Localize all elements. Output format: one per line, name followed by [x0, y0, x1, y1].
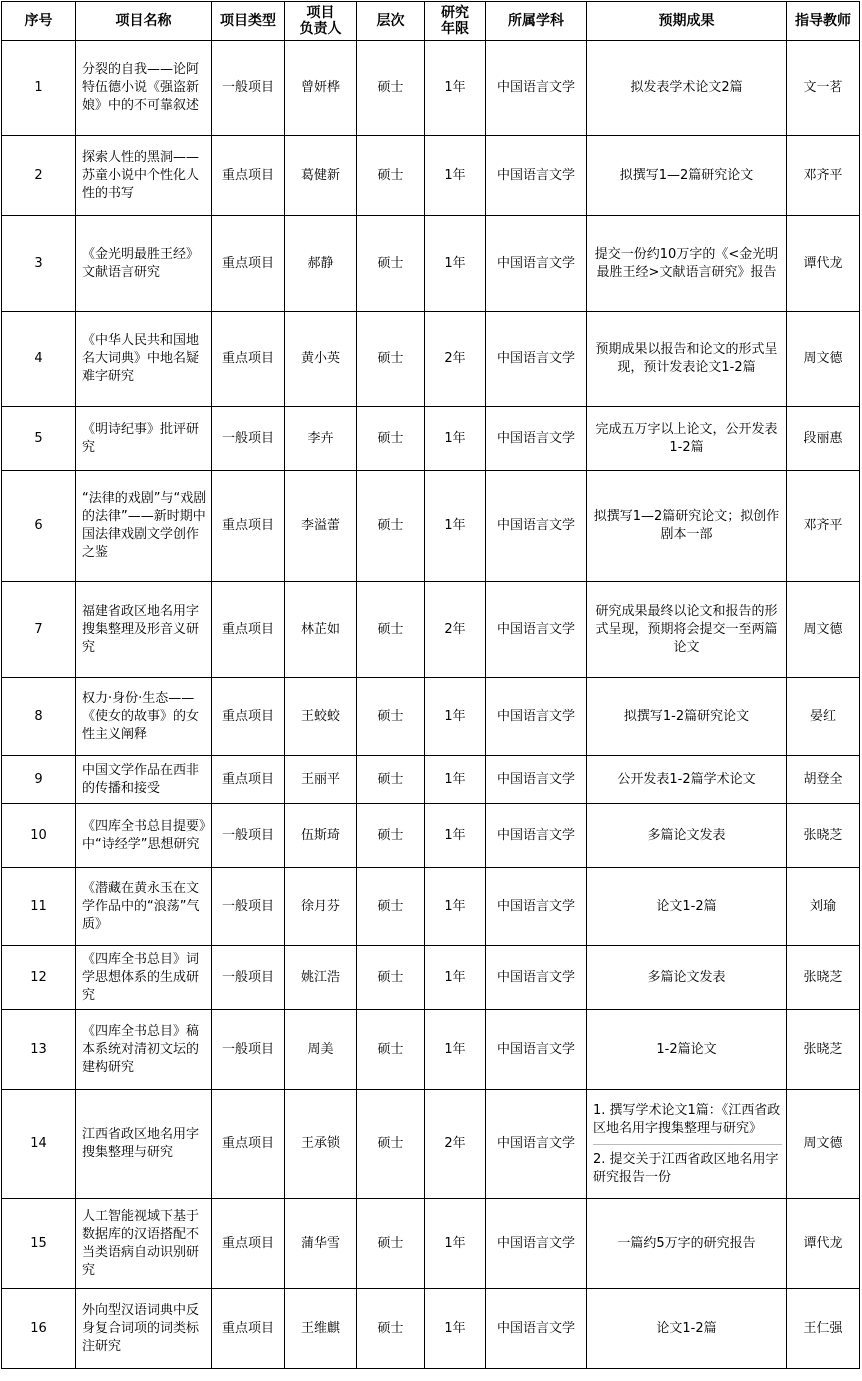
row-no: 13	[2, 1010, 76, 1090]
row-years: 1年	[425, 1010, 486, 1090]
outcome-item: 完成五万字以上论文，公开发表1-2篇	[595, 421, 778, 455]
outcome-item: 拟撰写1—2篇研究论文	[619, 167, 754, 183]
row-advisor: 段丽惠	[787, 407, 860, 471]
row-title: 探索人性的黑洞——苏童小说中个性化人性的书写	[76, 136, 212, 216]
table-row	[2, 756, 860, 804]
row-leader: 郝静	[285, 216, 357, 312]
header-years	[425, 2, 486, 41]
row-type: 重点项目	[212, 136, 285, 216]
row-leader: 王丽平	[285, 756, 357, 804]
row-years: 2年	[425, 1090, 486, 1199]
row-outcome	[587, 1090, 787, 1199]
header-leader-line1: 项目	[306, 5, 335, 21]
row-outcome	[587, 582, 787, 678]
row-level: 硕士	[357, 582, 425, 678]
row-no: 9	[2, 756, 76, 804]
row-title: 中国文学作品在西非的传播和接受	[76, 756, 212, 804]
row-type: 一般项目	[212, 804, 285, 868]
row-discipline: 中国语言文学	[486, 471, 587, 582]
row-no: 14	[2, 1090, 76, 1199]
row-no: 11	[2, 868, 76, 946]
row-type: 重点项目	[212, 1090, 285, 1199]
row-years: 1年	[425, 216, 486, 312]
row-years: 2年	[425, 582, 486, 678]
row-no: 10	[2, 804, 76, 868]
row-leader: 李卉	[285, 407, 357, 471]
row-leader: 伍斯琦	[285, 804, 357, 868]
table-row	[2, 1199, 860, 1289]
table-row	[2, 41, 860, 136]
row-discipline: 中国语言文学	[486, 1010, 587, 1090]
row-type: 重点项目	[212, 312, 285, 407]
row-outcome	[587, 1199, 787, 1289]
row-title: 《明诗纪事》批评研究	[76, 407, 212, 471]
table-row	[2, 582, 860, 678]
row-no: 5	[2, 407, 76, 471]
row-level: 硕士	[357, 312, 425, 407]
row-outcome	[587, 678, 787, 756]
row-years: 1年	[425, 756, 486, 804]
row-type: 一般项目	[212, 868, 285, 946]
row-title: 《四库全书总目》词学思想体系的生成研究	[76, 946, 212, 1010]
table-row	[2, 1289, 860, 1369]
table-row	[2, 1090, 860, 1199]
header-level: 层次	[357, 2, 425, 41]
row-years: 1年	[425, 41, 486, 136]
row-advisor: 邓齐平	[787, 471, 860, 582]
row-advisor: 文一茗	[787, 41, 860, 136]
row-advisor: 邓齐平	[787, 136, 860, 216]
row-leader: 李溢蕾	[285, 471, 357, 582]
outcome-item: 1-2篇论文	[656, 1041, 717, 1057]
row-leader: 徐月芬	[285, 868, 357, 946]
row-outcome	[587, 312, 787, 407]
row-discipline: 中国语言文学	[486, 407, 587, 471]
row-outcome	[587, 471, 787, 582]
row-discipline: 中国语言文学	[486, 756, 587, 804]
header-leader-line2: 负责人	[299, 21, 342, 37]
row-advisor: 晏红	[787, 678, 860, 756]
outcome-item: 公开发表1-2篇学术论文	[617, 771, 756, 787]
row-outcome	[587, 1010, 787, 1090]
row-level: 硕士	[357, 756, 425, 804]
outcome-item: 拟发表学术论文2篇	[630, 80, 743, 95]
row-title: 权力·身份·生态——《使女的故事》的女性主义阐释	[76, 678, 212, 756]
row-no: 16	[2, 1289, 76, 1369]
row-years: 1年	[425, 407, 486, 471]
table-row	[2, 471, 860, 582]
row-type: 重点项目	[212, 216, 285, 312]
row-discipline: 中国语言文学	[486, 41, 587, 136]
row-discipline: 中国语言文学	[486, 582, 587, 678]
row-discipline: 中国语言文学	[486, 678, 587, 756]
table-row	[2, 216, 860, 312]
header-years-line1: 研究	[441, 5, 469, 21]
row-leader: 周美	[285, 1010, 357, 1090]
table-row	[2, 1010, 860, 1090]
row-advisor: 张晓芝	[787, 946, 860, 1010]
row-discipline: 中国语言文学	[486, 1289, 587, 1369]
table-body	[2, 41, 860, 1369]
row-type: 重点项目	[212, 756, 285, 804]
row-no: 1	[2, 41, 76, 136]
row-type: 一般项目	[212, 41, 285, 136]
row-leader: 林芷如	[285, 582, 357, 678]
table-row	[2, 868, 860, 946]
row-leader: 姚江浩	[285, 946, 357, 1010]
row-years: 1年	[425, 1289, 486, 1369]
outcome-item: 预期成果以报告和论文的形式呈现，预计发表论文1-2篇	[595, 342, 778, 375]
row-level: 硕士	[357, 946, 425, 1010]
outcome-item: 提交一份约10万字的《<金光明最胜王经>文献语言研究》报告	[594, 246, 779, 280]
row-type: 一般项目	[212, 1010, 285, 1090]
row-type: 一般项目	[212, 407, 285, 471]
project-table	[1, 1, 860, 1369]
row-no: 8	[2, 678, 76, 756]
row-advisor: 周文德	[787, 582, 860, 678]
row-no: 7	[2, 582, 76, 678]
header-leader	[285, 2, 357, 41]
table-row	[2, 678, 860, 756]
row-outcome	[587, 407, 787, 471]
row-outcome	[587, 946, 787, 1010]
row-years: 1年	[425, 136, 486, 216]
row-level: 硕士	[357, 1010, 425, 1090]
row-level: 硕士	[357, 407, 425, 471]
row-advisor: 刘瑜	[787, 868, 860, 946]
row-discipline: 中国语言文学	[486, 312, 587, 407]
header-no: 序号	[2, 2, 76, 41]
row-years: 2年	[425, 312, 486, 407]
row-type: 重点项目	[212, 678, 285, 756]
header-discipline: 所属学科	[486, 2, 587, 41]
row-type: 一般项目	[212, 946, 285, 1010]
row-advisor: 谭代龙	[787, 216, 860, 312]
row-advisor: 王仁强	[787, 1289, 860, 1369]
row-advisor: 张晓芝	[787, 1010, 860, 1090]
row-title: 江西省政区地名用字搜集整理与研究	[76, 1090, 212, 1199]
table-row	[2, 804, 860, 868]
row-level: 硕士	[357, 804, 425, 868]
row-discipline: 中国语言文学	[486, 946, 587, 1010]
row-years: 1年	[425, 1199, 486, 1289]
row-outcome	[587, 1289, 787, 1369]
outcome-item: 论文1-2篇	[656, 898, 717, 914]
row-level: 硕士	[357, 1090, 425, 1199]
header-outcome: 预期成果	[587, 2, 787, 41]
row-outcome	[587, 804, 787, 868]
table-row	[2, 407, 860, 471]
row-no: 3	[2, 216, 76, 312]
row-advisor: 周文德	[787, 312, 860, 407]
row-type: 重点项目	[212, 1289, 285, 1369]
row-level: 硕士	[357, 868, 425, 946]
row-advisor: 张晓芝	[787, 804, 860, 868]
row-level: 硕士	[357, 41, 425, 136]
row-no: 15	[2, 1199, 76, 1289]
row-discipline: 中国语言文学	[486, 216, 587, 312]
row-leader: 蒲华雪	[285, 1199, 357, 1289]
row-no: 4	[2, 312, 76, 407]
table-row	[2, 136, 860, 216]
row-title: 《中华人民共和国地名大词典》中地名疑难字研究	[76, 312, 212, 407]
row-years: 1年	[425, 471, 486, 582]
row-advisor: 周文德	[787, 1090, 860, 1199]
row-leader: 王承锁	[285, 1090, 357, 1199]
row-outcome	[587, 868, 787, 946]
table-row	[2, 946, 860, 1010]
row-level: 硕士	[357, 1199, 425, 1289]
row-years: 1年	[425, 868, 486, 946]
row-leader: 王蛟蛟	[285, 678, 357, 756]
row-no: 2	[2, 136, 76, 216]
row-discipline: 中国语言文学	[486, 1199, 587, 1289]
row-leader: 曾妍桦	[285, 41, 357, 136]
row-advisor: 胡登全	[787, 756, 860, 804]
outcome-item: 1. 撰写学术论文1篇：《江西省政区地名用字搜集整理与研究》	[593, 1102, 781, 1136]
table-row	[2, 312, 860, 407]
row-discipline: 中国语言文学	[486, 868, 587, 946]
header-row	[2, 2, 860, 41]
row-discipline: 中国语言文学	[486, 804, 587, 868]
row-leader: 黄小英	[285, 312, 357, 407]
row-title: “法律的戏剧”与“戏剧的法律”——新时期中国法律戏剧文学创作之鉴	[76, 471, 212, 582]
row-leader: 王维麒	[285, 1289, 357, 1369]
row-title: 外向型汉语词典中反身复合词项的词类标注研究	[76, 1289, 212, 1369]
row-title: 福建省政区地名用字搜集整理及形音义研究	[76, 582, 212, 678]
header-type: 项目类型	[212, 2, 285, 41]
row-outcome	[587, 136, 787, 216]
row-title: 《潜藏在黄永玉在文学作品中的“浪荡”气质》	[76, 868, 212, 946]
row-discipline: 中国语言文学	[486, 136, 587, 216]
row-years: 1年	[425, 946, 486, 1010]
row-years: 1年	[425, 678, 486, 756]
outcome-item: 研究成果最终以论文和报告的形式呈现，预期将会提交一至两篇论文	[595, 603, 778, 655]
row-outcome	[587, 41, 787, 136]
row-no: 12	[2, 946, 76, 1010]
row-title: 《金光明最胜王经》文献语言研究	[76, 216, 212, 312]
outcome-item: 一篇约5万字的研究报告	[617, 1235, 756, 1251]
outcome-item: 拟撰写1-2篇研究论文	[623, 708, 750, 724]
row-advisor: 谭代龙	[787, 1199, 860, 1289]
row-type: 重点项目	[212, 1199, 285, 1289]
outcome-item: 多篇论文发表	[647, 827, 726, 843]
header-years-line2: 年限	[441, 21, 469, 37]
row-level: 硕士	[357, 678, 425, 756]
row-title: 《四库全书总目提要》中“诗经学”思想研究	[76, 804, 212, 868]
row-level: 硕士	[357, 216, 425, 312]
outcome-item: 论文1-2篇	[656, 1320, 717, 1336]
outcome-item: 多篇论文发表	[647, 969, 726, 985]
row-title: 分裂的自我——论阿特伍德小说《强盗新娘》中的不可靠叙述	[76, 41, 212, 136]
header-title: 项目名称	[76, 2, 212, 41]
outcome-item: 2. 提交关于江西省政区地名用字研究报告一份	[593, 1144, 782, 1187]
outcome-item: 拟撰写1—2篇研究论文；拟创作剧本一部	[593, 509, 780, 542]
header-advisor: 指导教师	[787, 2, 860, 41]
row-type: 重点项目	[212, 582, 285, 678]
row-discipline: 中国语言文学	[486, 1090, 587, 1199]
row-level: 硕士	[357, 471, 425, 582]
row-level: 硕士	[357, 1289, 425, 1369]
row-level: 硕士	[357, 136, 425, 216]
row-type: 重点项目	[212, 471, 285, 582]
row-title: 《四库全书总目》稿本系统对清初文坛的建构研究	[76, 1010, 212, 1090]
row-title: 人工智能视域下基于数据库的汉语搭配不当类语病自动识别研究	[76, 1199, 212, 1289]
row-no: 6	[2, 471, 76, 582]
row-outcome	[587, 756, 787, 804]
row-leader: 葛健新	[285, 136, 357, 216]
row-outcome	[587, 216, 787, 312]
row-years: 1年	[425, 804, 486, 868]
